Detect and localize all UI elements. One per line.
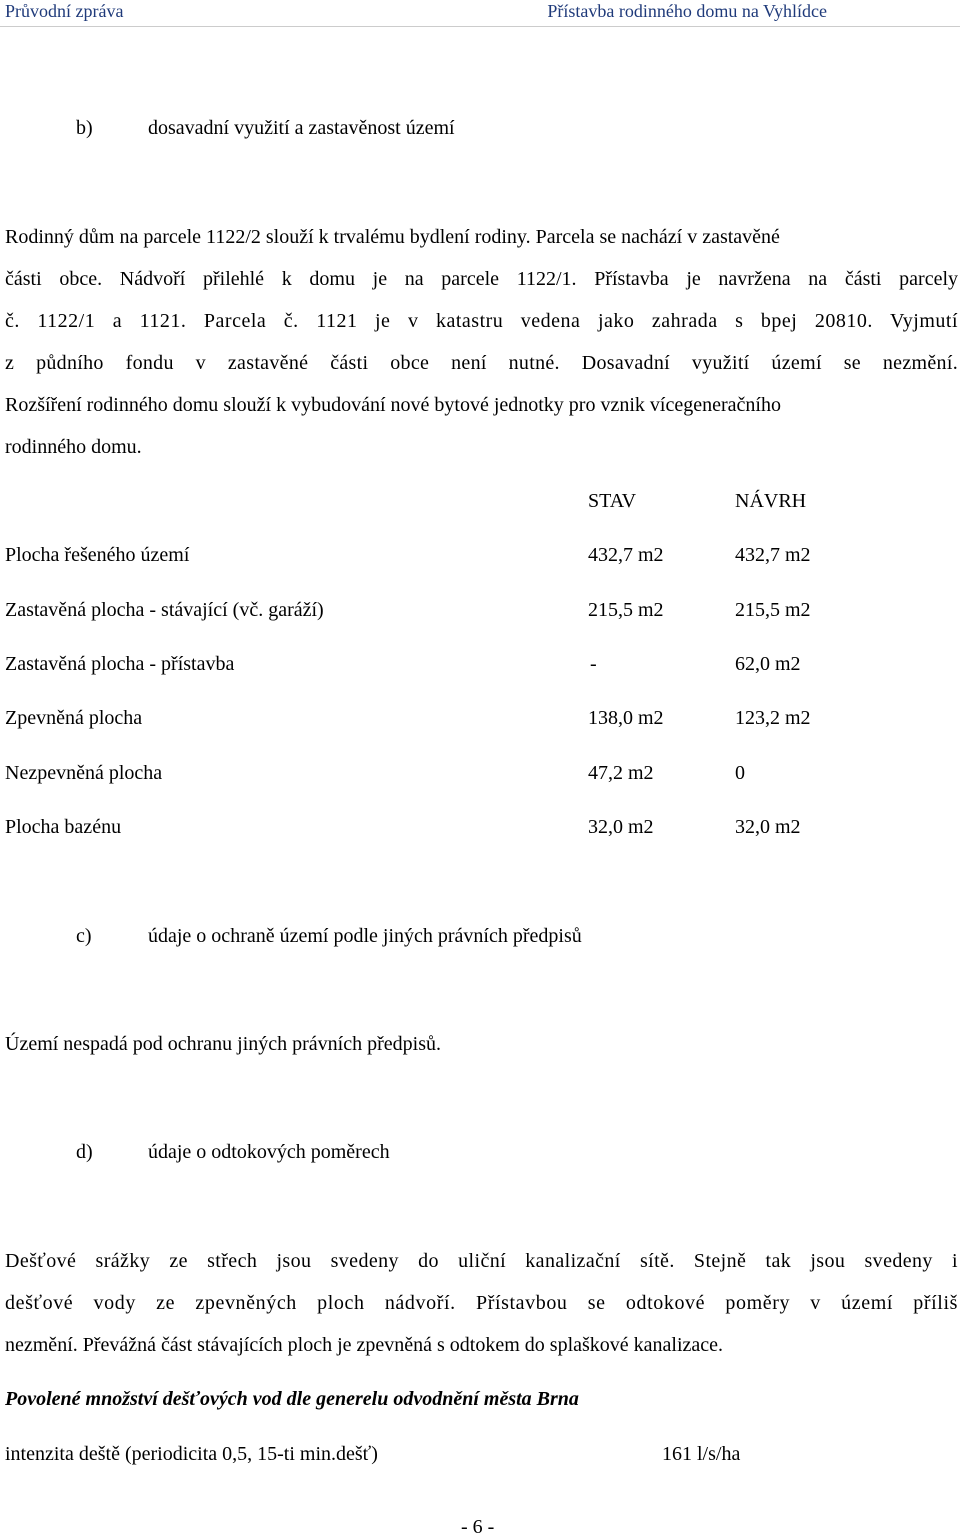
table-row-stav: - [590,653,597,675]
para1-line-1: Rodinný dům na parcele 1122/2 slouží k trvalému bydlení rodiny. Parcela se nachází v zastavěné [5,226,780,248]
section-b-marker: b) [76,117,93,139]
table-row-stav: 138,0 m2 [588,707,664,729]
section-c-text: Území nespadá pod ochranu jiných právních předpisů. [5,1033,441,1055]
table-row-navrh: 215,5 m2 [735,599,811,621]
table-row-label: Zpevněná plocha [5,707,143,729]
table-row-stav: 47,2 m2 [588,762,654,784]
table-row-label: Zastavěná plocha - stávající (vč. garáží) [5,599,324,621]
table-row-stav: 432,7 m2 [588,544,664,566]
table-row-label: Plocha bazénu [5,816,122,838]
section-d-line-2: dešťové vody ze zpevněných ploch nádvoří. Přístavbou se odtokové poměry v území příliš [5,1292,958,1314]
col-header-stav: STAV [588,490,637,512]
rainwater-limit-heading: Povolené množství dešťových vod dle generelu odvodnění města Brna [5,1388,579,1410]
section-d-title: údaje o odtokových poměrech [148,1141,390,1163]
table-row-label: Zastavěná plocha - přístavba [5,653,235,675]
para1-line-2: části obce. Nádvoří přilehlé k domu je na parcele 1122/1. Přístavba je navržena na části parcely [5,268,958,290]
section-b-title: dosavadní využití a zastavěnost území [148,117,455,139]
table-row-stav: 215,5 m2 [588,599,664,621]
rain-intensity-value: 161 l/s/ha [662,1443,741,1465]
para1-line-5: Rozšíření rodinného domu slouží k vybudování nové bytové jednotky pro vznik vícegeneračního [5,394,781,416]
table-row-navrh: 0 [735,762,745,784]
header-left-title: Průvodní zpráva [5,1,124,21]
para1-line-6: rodinného domu. [5,436,142,458]
page-number: - 6 - [461,1516,495,1538]
section-d-line-1: Dešťové srážky ze střech jsou svedeny do uliční kanalizační sítě. Stejně tak jsou svedeny i [5,1250,958,1272]
para1-line-4: z půdního fondu v zastavěné části obce není nutné. Dosavadní využití území se nezmění. [5,352,958,374]
header-right-title: Přístavba rodinného domu na Vyhlídce [547,1,827,21]
table-row-navrh: 123,2 m2 [735,707,811,729]
table-row-navrh: 62,0 m2 [735,653,801,675]
table-row-navrh: 32,0 m2 [735,816,801,838]
table-row-label: Plocha řešeného území [5,544,190,566]
section-c-title: údaje o ochraně území podle jiných právních předpisů [148,925,582,947]
rain-intensity-label: intenzita deště (periodicita 0,5, 15-ti min.dešť) [5,1443,378,1465]
para1-line-3: č. 1122/1 a 1121. Parcela č. 1121 je v katastru vedena jako zahrada s bpej 20810. Vyjmutí [5,310,958,332]
section-c-marker: c) [76,925,92,947]
col-header-navrh: NÁVRH [735,490,807,512]
table-row-label: Nezpevněná plocha [5,762,163,784]
table-row-navrh: 432,7 m2 [735,544,811,566]
section-d-marker: d) [76,1141,93,1163]
table-row-stav: 32,0 m2 [588,816,654,838]
header-divider [0,26,960,27]
section-d-line-3: nezmění. Převážná část stávajících ploch je zpevněná s odtokem do splaškové kanalizace. [5,1334,724,1356]
